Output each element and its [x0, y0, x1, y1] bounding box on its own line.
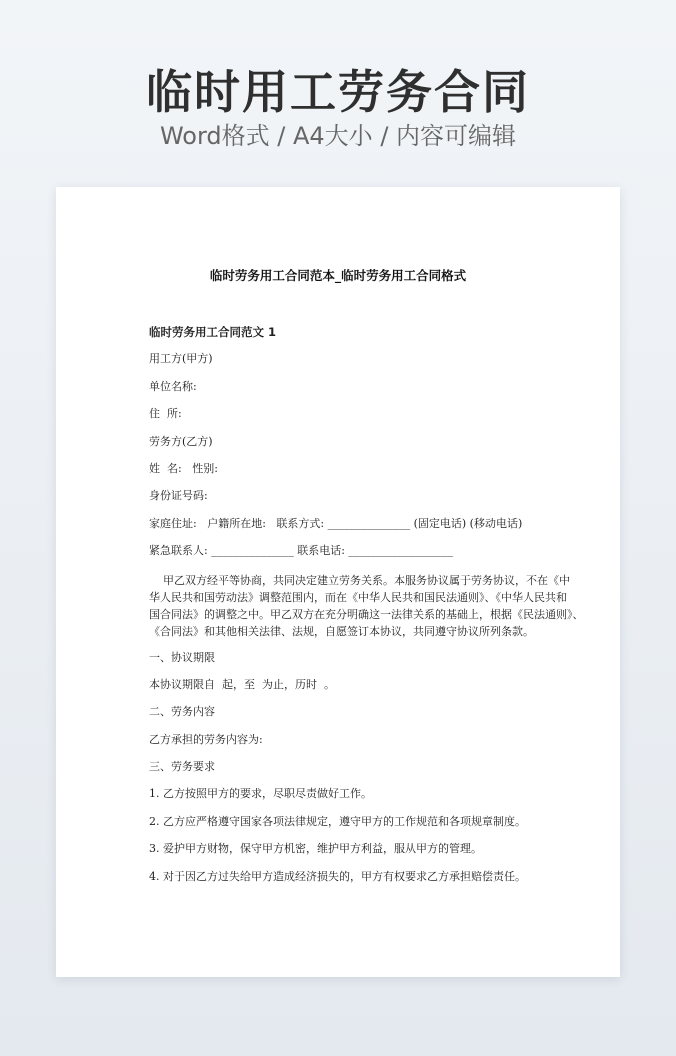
document-body [149, 323, 584, 895]
address-contact-field: 家庭住址: 户籍所在地: 联系方式: _______________ (固定电话) (移动电话) [149, 516, 523, 530]
requirement-item: 3. 爱护甲方财物，保守甲方机密，维护甲方利益，服从甲方的管理。 [149, 842, 482, 856]
requirement-item: 1. 乙方按照甲方的要求，尽职尽责做好工作。 [149, 787, 372, 801]
emergency-contact-field: 紧急联系人: _______________ 联系电话: ___________________ [149, 544, 453, 558]
banner-title: 临时用工劳务合同 [146, 65, 530, 119]
employer-label: 用工方(甲方) [149, 352, 213, 366]
document-title: 临时劳务用工合同范本_临时劳务用工合同格式 [209, 268, 467, 283]
clause-1-heading: 一、协议期限 [149, 650, 215, 664]
clause-2-heading: 二、劳务内容 [149, 705, 215, 719]
laborer-label: 劳务方(乙方) [149, 434, 213, 448]
company-name-field: 单位名称: [149, 379, 197, 393]
requirement-item: 2. 乙方应严格遵守国家各项法律规定，遵守甲方的工作规范和各项规章制度。 [149, 814, 526, 828]
requirement-item: 4. 对于因乙方过失给甲方造成经济损失的，甲方有权要求乙方承担赔偿责任。 [149, 869, 526, 883]
document-page [56, 187, 620, 977]
paragraph-line: 《合同法》和其他相关法律、法规，自愿签订本协议，共同遵守协议所列条款。 [149, 624, 534, 638]
intro-paragraph [149, 572, 584, 640]
name-gender-field: 姓 名: 性别: [149, 461, 218, 475]
paragraph-line: 国合同法》的调整之中。甲乙双方在充分明确这一法律关系的基础上，根据《民法通则》、 [149, 607, 584, 621]
banner-subtitle: Word格式 / A4大小 / 内容可编辑 [159, 122, 517, 150]
paragraph-line: 华人民共和国劳动法》调整范围内，而在《中华人民共和国民法通则》、《中华人民共和 [149, 590, 567, 604]
clause-2-text: 乙方承担的劳务内容为: [149, 732, 263, 746]
section-heading: 临时劳务用工合同范文 1 [149, 325, 277, 339]
paragraph-line: 甲乙双方经平等协商，共同决定建立劳务关系。本服务协议属于劳务协议，不在《中 [149, 573, 570, 587]
clause-1-text: 本协议期限自 起，至 为止，历时 。 [149, 677, 335, 691]
clause-3-heading: 三、劳务要求 [149, 760, 215, 774]
employer-address-field: 住 所: [149, 407, 182, 421]
id-number-field: 身份证号码: [149, 489, 208, 503]
